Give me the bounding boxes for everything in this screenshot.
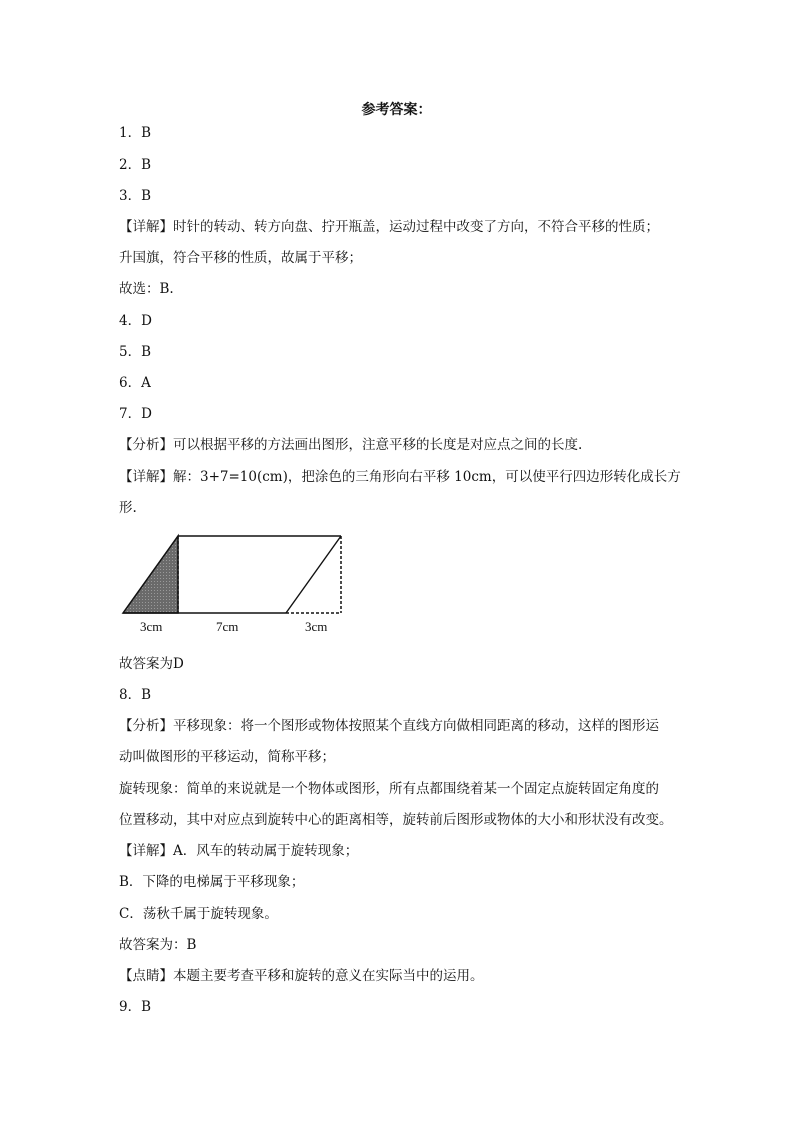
parallelogram-diagram: [118, 530, 348, 640]
explanation-line: 动叫做图形的平移运动，简称平移；: [119, 749, 335, 765]
answer-line: 9．B: [119, 999, 152, 1015]
answer-line: 故答案为：B: [119, 937, 197, 953]
answer-line: 2．B: [119, 157, 152, 173]
explanation-line: 形.: [119, 500, 137, 516]
right-slant-edge: [286, 536, 341, 613]
explanation-line: 故选：B.: [119, 281, 174, 297]
label-right-3cm: 3cm: [305, 619, 328, 634]
answer-line: 故答案为D: [119, 656, 184, 672]
answer-line: 6．A: [119, 375, 151, 391]
explanation-line: 【分析】平移现象：将一个图形或物体按照某个直线方向做相同距离的移动，这样的图形运: [119, 718, 659, 734]
explanation-line: 【详解】时针的转动、转方向盘、拧开瓶盖，运动过程中改变了方向，不符合平移的性质；: [119, 219, 659, 235]
answer-line: 5．B: [119, 344, 152, 360]
explanation-line: 【详解】A．风车的转动属于旋转现象；: [119, 843, 359, 859]
answer-line: 1．B: [119, 125, 152, 141]
explanation-line: 位置移动，其中对应点到旋转中心的距离相等，旋转前后图形或物体的大小和形状没有改变。: [119, 812, 673, 828]
explanation-line: C．荡秋千属于旋转现象。: [119, 906, 278, 922]
answer-line: 4．D: [119, 313, 152, 329]
explanation-line: 旋转现象：简单的来说就是一个物体或图形，所有点都围绕着某一个固定点旋转固定角度的: [119, 781, 659, 797]
answer-line: 8．B: [119, 687, 152, 703]
answer-line: 7．D: [119, 406, 152, 422]
explanation-line: 升国旗，符合平移的性质，故属于平移；: [119, 250, 362, 266]
label-left-3cm: 3cm: [140, 619, 163, 634]
page-title: 参考答案：: [361, 102, 432, 118]
label-middle-7cm: 7cm: [216, 619, 239, 634]
explanation-line: 【详解】解：3+7=10(cm)，把涂色的三角形向右平移 10cm，可以使平行四边形转化成长方: [119, 469, 681, 485]
explanation-line: 【分析】可以根据平移的方法画出图形，注意平移的长度是对应点之间的长度.: [119, 437, 583, 453]
answer-line: 3．B: [119, 188, 152, 204]
explanation-line: B．下降的电梯属于平移现象；: [119, 874, 305, 890]
parallelogram-figure: [118, 530, 348, 640]
explanation-line: 【点睛】本题主要考查平移和旋转的意义在实际当中的运用。: [119, 968, 484, 984]
shaded-triangle: [123, 536, 178, 613]
